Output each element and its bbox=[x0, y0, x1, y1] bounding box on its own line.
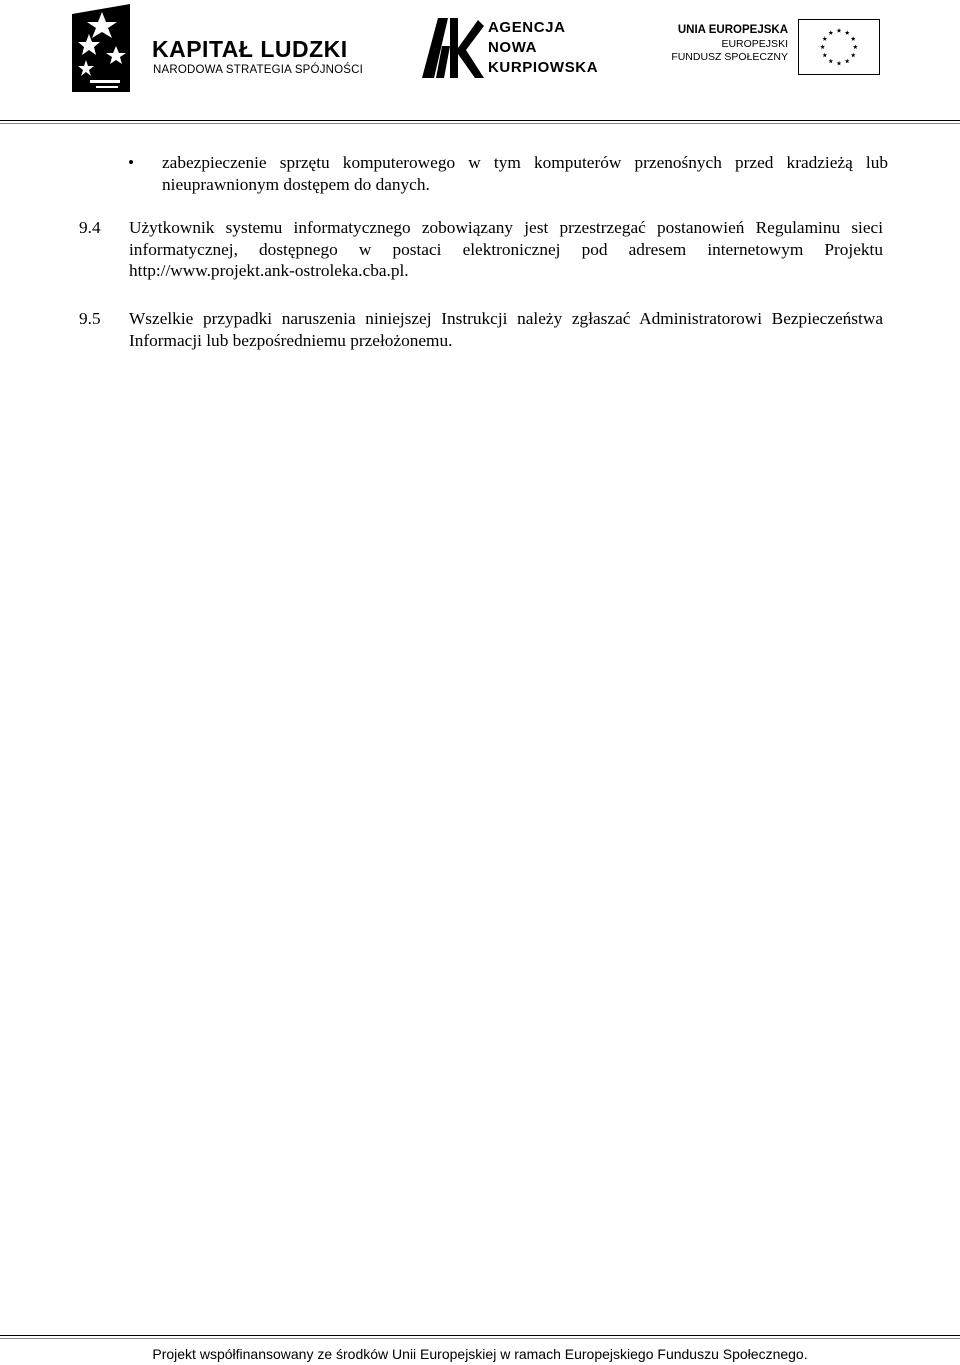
eu-star-icon bbox=[851, 36, 856, 41]
eu-star-icon bbox=[845, 59, 850, 64]
eu-flag-icon bbox=[798, 19, 880, 75]
eu-star-icon bbox=[828, 59, 833, 64]
footer-divider-secondary bbox=[0, 1338, 960, 1339]
footer-text: Projekt współfinansowany ze środków Unii Europejskiej w ramach Europejskiego Funduszu Społecznego. bbox=[152, 1346, 808, 1362]
ank-emblem-icon bbox=[420, 16, 484, 78]
eu-star-icon bbox=[851, 53, 856, 58]
eu-star-icon bbox=[822, 53, 827, 58]
bullet-list-item bbox=[128, 152, 888, 195]
bullet-symbol: • bbox=[128, 153, 135, 172]
ank-line-2: NOWA bbox=[488, 39, 538, 56]
ue-line-1: UNIA EUROPEJSKA bbox=[677, 24, 788, 36]
bullet-text: zabezpieczenie sprzętu komputerowego w tym komputerów przenośnych przed kradzieżą lub nieuprawnionym dostępem do danych. bbox=[162, 153, 888, 194]
section-number: 9.5 bbox=[79, 309, 101, 328]
ue-line-2: EUROPEJSKI bbox=[721, 37, 788, 50]
kapital-ludzki-title: KAPITAŁ LUDZKI bbox=[152, 36, 348, 62]
eu-star-icon bbox=[853, 44, 858, 49]
ue-line-3: FUNDUSZ SPOŁECZNY bbox=[671, 51, 788, 63]
kapital-ludzki-logo bbox=[72, 4, 372, 96]
page-header bbox=[0, 0, 960, 124]
section-text: Wszelkie przypadki naruszenia niniejszej Instrukcji należy zgłaszać Administratorowi Bezpieczeństwa Informacji lub bezpośredniemu przełożonemu. bbox=[129, 309, 883, 350]
ank-line-3: KURPIOWSKA bbox=[488, 59, 599, 76]
kapital-ludzki-emblem-icon bbox=[72, 4, 134, 94]
eu-star-icon bbox=[822, 36, 827, 41]
header-divider bbox=[0, 120, 960, 121]
eu-star-icon bbox=[837, 61, 842, 66]
header-divider-secondary bbox=[0, 123, 960, 124]
section-text: Użytkownik systemu informatycznego zobowiązany jest przestrzegać postanowień Regulaminu sieci informatycznej, dostępnego w postaci elektronicznej pod adresem internetowym Projektu http://www.projekt.ank-ostroleka.cba.pl. bbox=[129, 218, 883, 280]
agencja-nowa-kurpiowska-logo bbox=[420, 12, 620, 82]
eu-star-icon bbox=[820, 44, 825, 49]
eu-star-icon bbox=[837, 28, 842, 33]
kapital-ludzki-subtitle: NARODOWA STRATEGIA SPÓJNOŚCI bbox=[153, 64, 364, 76]
eu-star-icon bbox=[828, 30, 833, 35]
ank-line-1: AGENCJA bbox=[488, 19, 566, 36]
unia-europejska-logo bbox=[672, 17, 884, 79]
section-number: 9.4 bbox=[79, 218, 101, 237]
footer-divider bbox=[0, 1335, 960, 1336]
eu-star-icon bbox=[845, 30, 850, 35]
section-9-4 bbox=[79, 217, 883, 282]
section-9-5 bbox=[79, 308, 883, 351]
